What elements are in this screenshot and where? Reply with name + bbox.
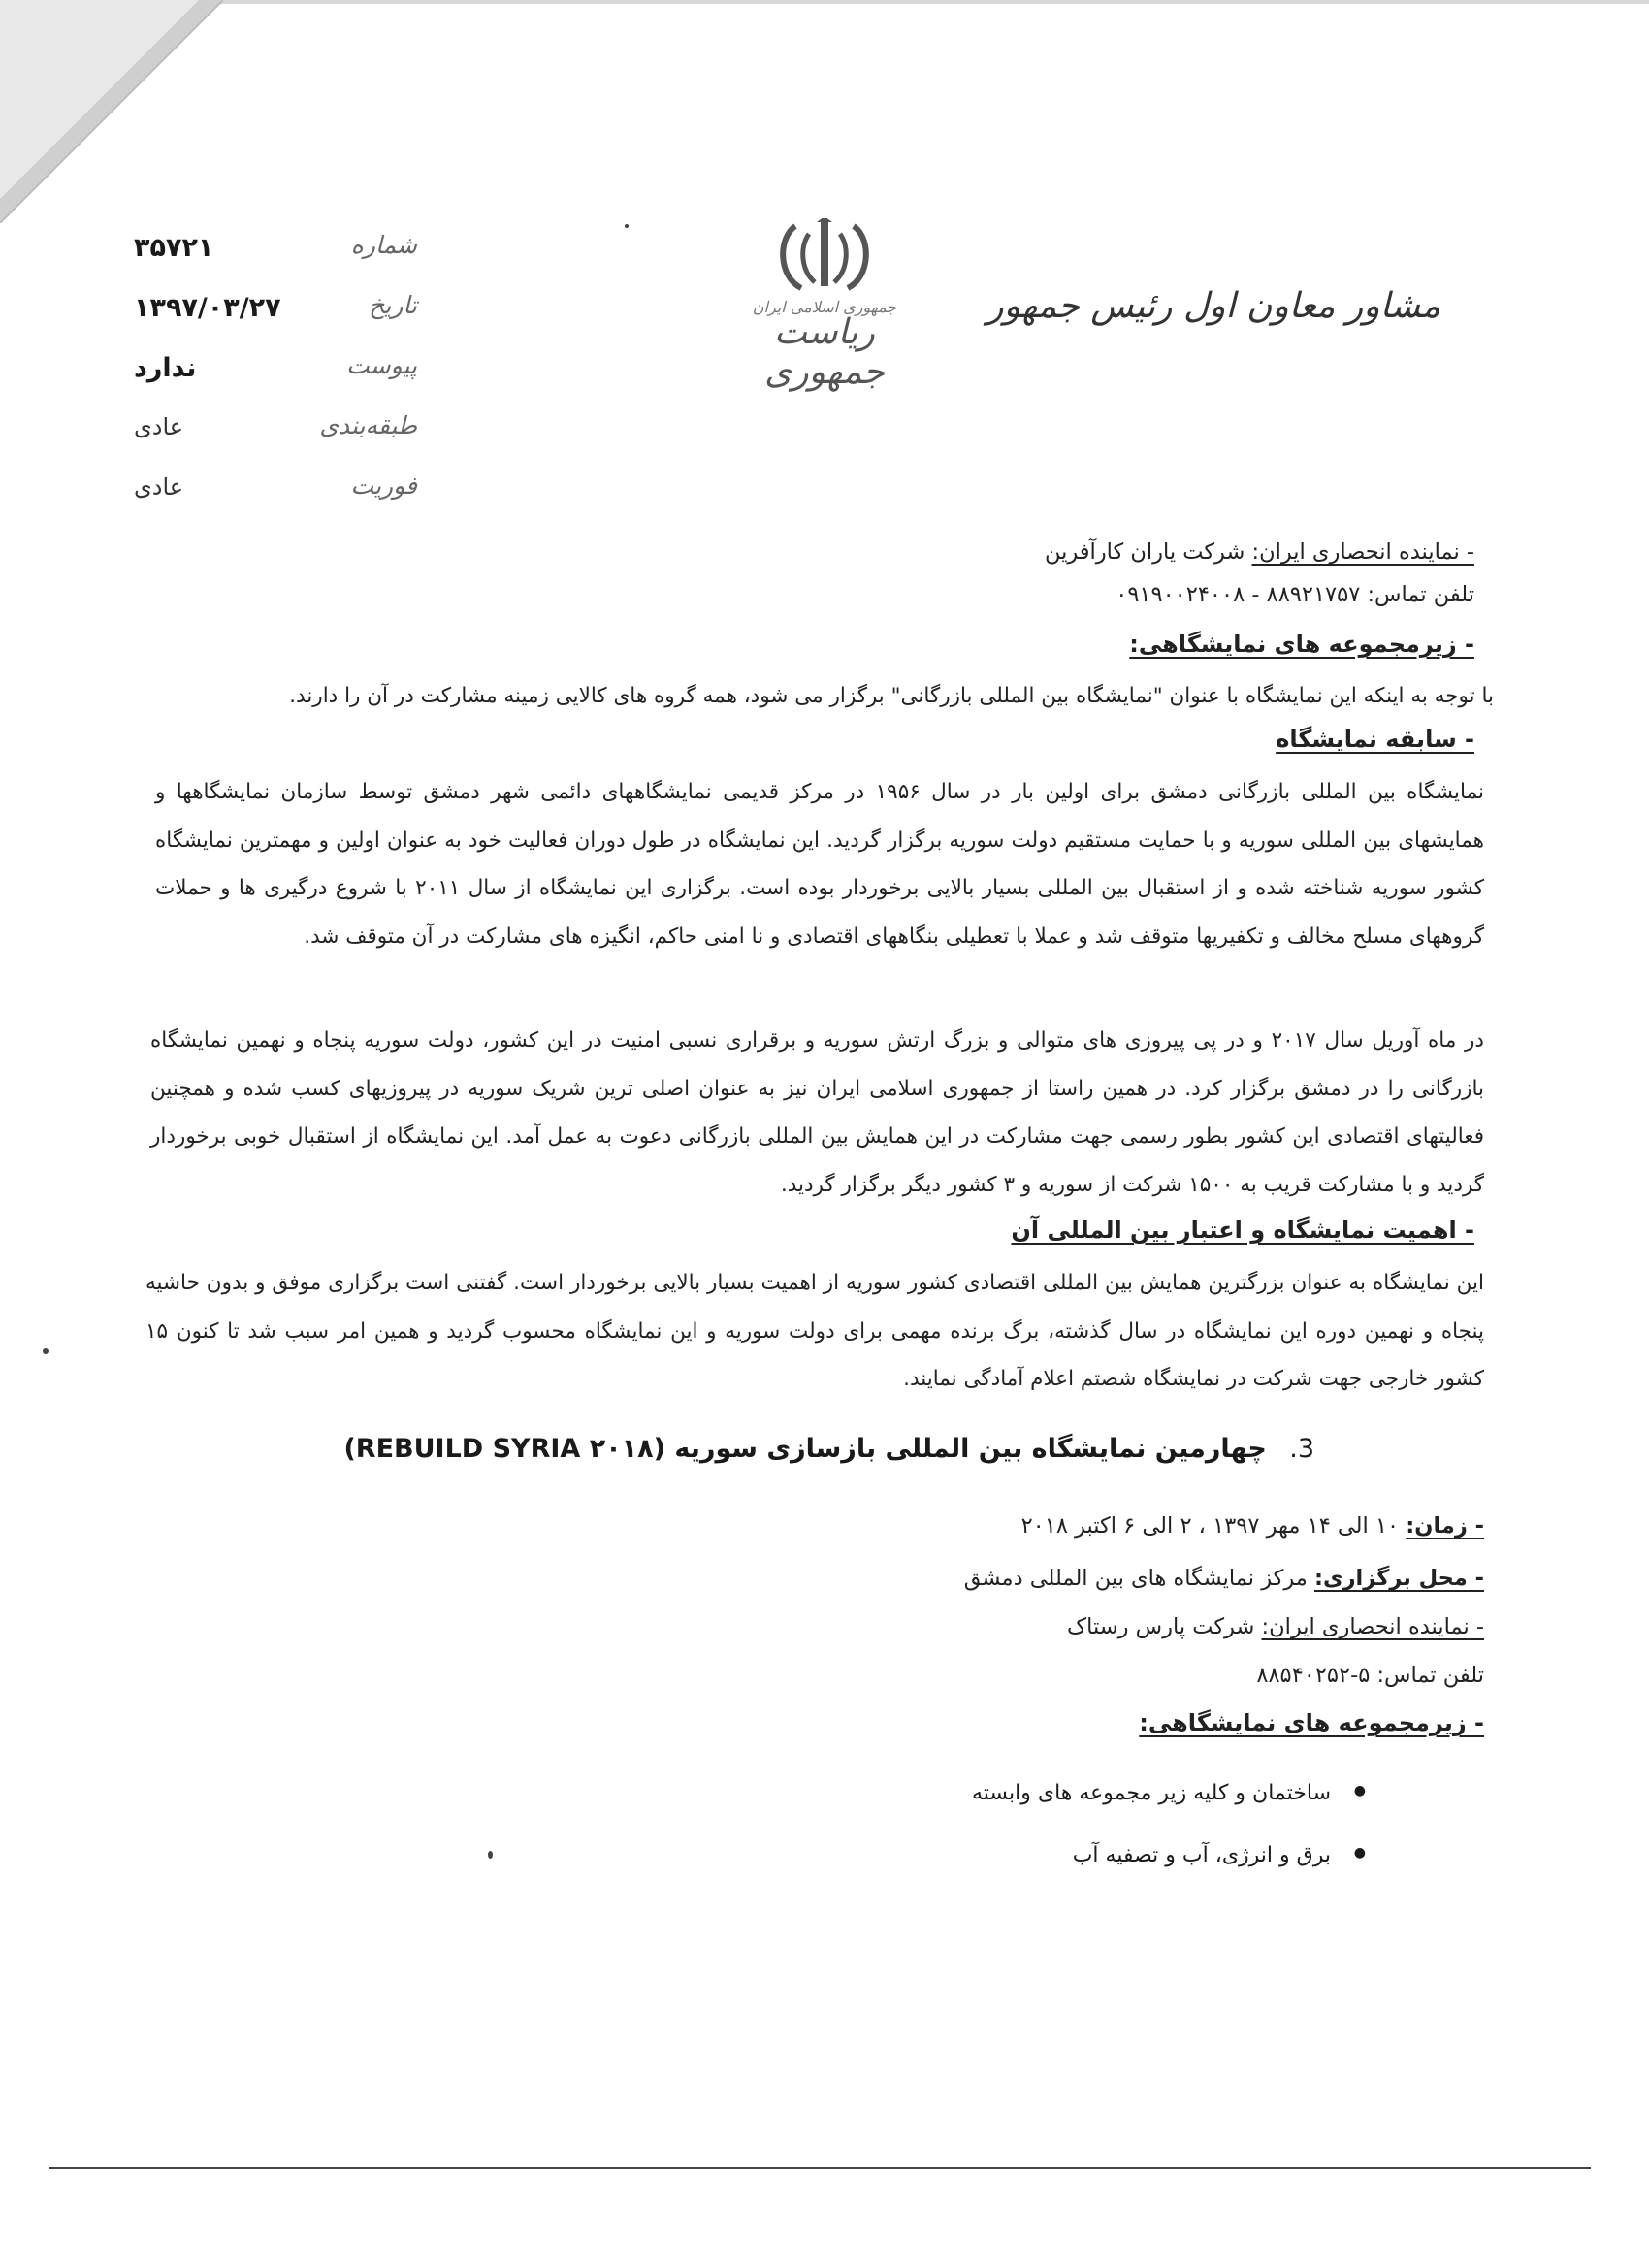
representative-label: - نماینده انحصاری ایران:	[1251, 539, 1474, 565]
venue-label: - محل برگزاری:	[1313, 1566, 1484, 1591]
representative-value: شرکت یاران کارآفرین	[1044, 539, 1245, 565]
section3-subgroups-heading: - زیرمجموعه های نمایشگاهی:	[1139, 1709, 1484, 1736]
letter-metadata	[126, 233, 436, 534]
meta-attachment-label: پیوست	[346, 351, 417, 379]
emblem-icon	[766, 218, 883, 296]
time-line	[1021, 1513, 1484, 1539]
emblem-name: ریاست جمهوری	[764, 312, 885, 392]
history-paragraph: نمایشگاه بین المللی بازرگانی دمشق برای اولین بار در سال ۱۹۵۶ در مرکز قدیمی نمایشگاههای دائمی شهر دمشق توسط سازمان نمایشگاهها و همایشهای بین المللی سوریه و با حمایت مستقیم دولت سوریه برگزار گردید. این نمایشگاه در طول دوران فعالیت خود به عنوان اولین و مهمترین نمایشگاه کشور سوریه شناخته شده و از استقبال بین المللی بسیار بالایی برخوردار بوده است. برگزاری این نمایشگاه از سال ۲۰۱۱ با شروع درگیری ها و حملات گروههای مسلح مخالف و تکفیریها متوقف شد و عملا با تعطیلی بنگاههای اقتصادی و نا امنی حاکم، انگیزه های مشارکت در آن متوقف شد.	[155, 780, 1484, 949]
sender-title: مشاور معاون اول رئیس جمهور	[986, 286, 1440, 326]
scan-speck	[625, 224, 629, 228]
section3-representative-label: - نماینده انحصاری ایران:	[1261, 1614, 1484, 1639]
importance-paragraph: این نمایشگاه به عنوان بزرگترین همایش بین المللی اقتصادی کشور سوریه از اهمیت بسیار بالایی برخوردار است. گفتنی است برگزاری موفق و بدون حاشیه پنجاه و نهمین دوره این نمایشگاه در سال گذشته، برگ برنده مهمی برای دولت سوریه و این نمایشگاه محسوب گردید و همین امر سبب شد تا کنون ۱۵ کشور خارجی جهت شرکت در نمایشگاه شصتم اعلام آمادگی نمایند.	[146, 1271, 1484, 1391]
meta-attachment-value: ندارد	[134, 353, 197, 383]
time-value: ۱۰ الی ۱۴ مهر ۱۳۹۷ ، ۲ الی ۶ اکتبر ۲۰۱۸	[1020, 1513, 1400, 1539]
meta-date-label: تاریخ	[369, 291, 417, 319]
section3-number: 3.	[1289, 1434, 1314, 1464]
section3-representative-value: شرکت پارس رستاک	[1067, 1614, 1255, 1639]
meta-number-label: شماره	[350, 231, 417, 259]
section3-subgroups-list	[972, 1781, 1368, 1905]
section3-phone-line: تلفن تماس: ۵-۸۸۵۴۰۲۵۲	[1256, 1663, 1484, 1688]
meta-number-row	[126, 233, 436, 293]
folded-corner	[0, 0, 223, 223]
bottom-divider	[48, 2167, 1591, 2169]
scan-top-edge	[0, 0, 1649, 4]
subgroups-heading: - زیرمجموعه های نمایشگاهی:	[1129, 631, 1474, 658]
history-heading: - سابقه نمایشگاه	[1276, 726, 1474, 753]
importance-heading: - اهمیت نمایشگاه و اعتبار بین المللی آن	[1011, 1216, 1474, 1244]
time-label: - زمان:	[1406, 1513, 1484, 1539]
section3-title-line	[343, 1434, 1314, 1464]
section3-representative-line	[1067, 1614, 1484, 1639]
subgroups-text: با توجه به اینکه این نمایشگاه با عنوان "نمایشگاه بین المللی بازرگانی" برگزار می شود، همه گروه های کالایی زمینه مشارکت در آن را دارند.	[289, 684, 1494, 708]
meta-attachment-row	[126, 353, 436, 413]
meta-urgency-value: عادی	[134, 473, 184, 501]
scan-speck	[43, 1348, 48, 1354]
venue-line	[964, 1566, 1484, 1591]
representative-line	[1045, 539, 1474, 565]
government-emblem	[718, 218, 931, 403]
meta-date-value: ۱۳۹۷/۰۳/۲۷	[134, 293, 281, 323]
meta-classification-value: عادی	[134, 413, 184, 440]
list-item: ● برق و انرژی، آب و تصفیه آب	[972, 1843, 1368, 1905]
meta-number-value: ۳۵۷۲۱	[134, 233, 214, 263]
section3-title: چهارمین نمایشگاه بین المللی بازسازی سوریه (REBUILD SYRIA ۲۰۱۸)	[343, 1434, 1267, 1464]
emblem-subtitle: جمهوری اسلامی ایران	[752, 298, 897, 316]
phone-line: تلفن تماس: ۸۸۹۲۱۷۵۷ - ۰۹۱۹۰۰۲۴۰۰۸	[1116, 582, 1474, 607]
meta-classification-row	[126, 413, 436, 473]
scan-speck	[488, 1851, 493, 1859]
meta-urgency-row	[126, 473, 436, 534]
april-paragraph: در ماه آوریل سال ۲۰۱۷ و در پی پیروزی های متوالی و بزرگ ارتش سوریه و برقراری نسبی امنیت در این کشور، دولت سوریه پنجاه و نهمین نمایشگاه بازرگانی را در دمشق برگزار کرد. در همین راستا از جمهوری اسلامی ایران نیز به عنوان اصلی ترین شریک سوریه در پیروزیهای کسب شده و همچنین فعالیتهای اقتصادی این کشور بطور رسمی جهت مشارکت در این همایش بین المللی بازرگانی دعوت به عمل آمد. این نمایشگاه از استقبال خوبی برخوردار گردید و با مشارکت قریب به ۱۵۰۰ شرکت از سوریه و ۳ کشور دیگر برگزار گردید.	[150, 1028, 1484, 1197]
venue-value: مرکز نمایشگاه های بین المللی دمشق	[963, 1566, 1308, 1591]
meta-classification-label: طبقه‌بندی	[319, 411, 417, 439]
list-item: ● ساختمان و کلیه زیر مجموعه های وابسته	[972, 1781, 1368, 1843]
meta-urgency-label: فوریت	[350, 471, 417, 500]
meta-date-row	[126, 293, 436, 353]
